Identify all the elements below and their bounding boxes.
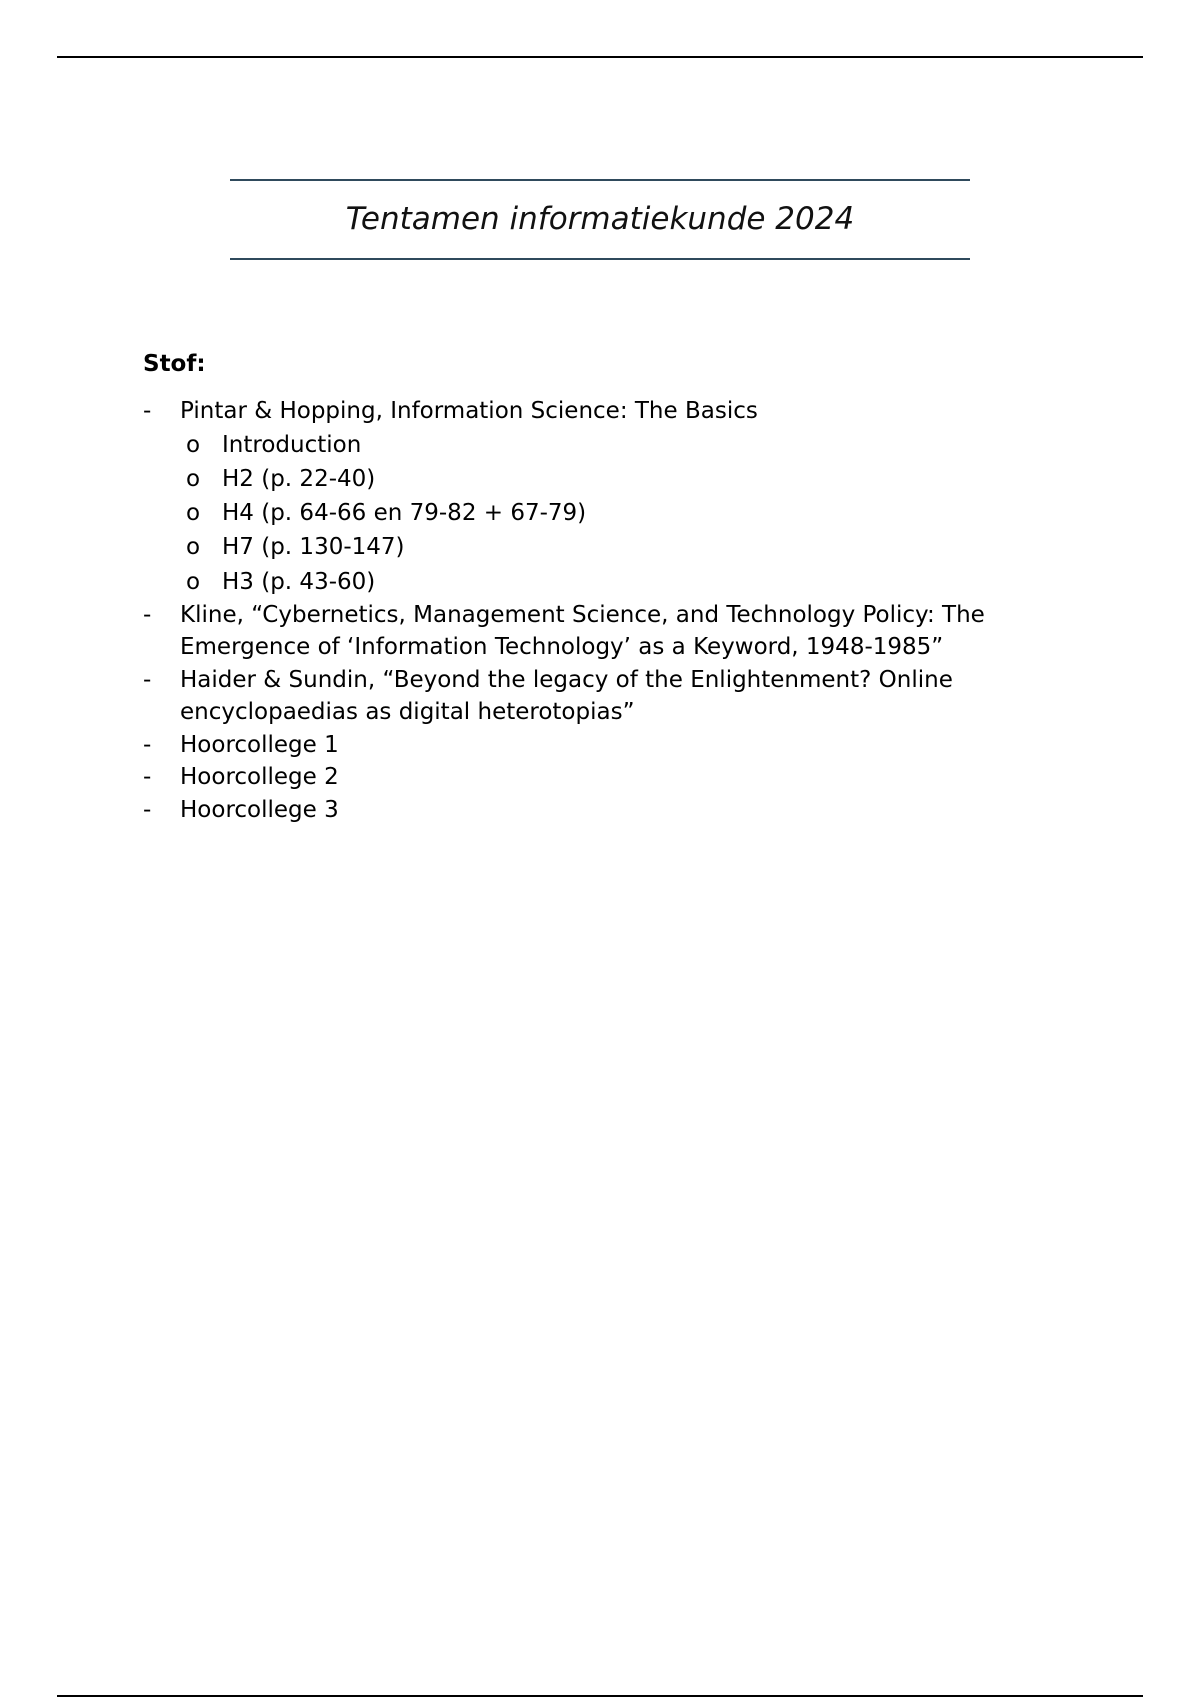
title-lower-rule: [230, 258, 970, 260]
dash-bullet: -: [143, 601, 152, 628]
circle-bullet: o: [186, 500, 201, 527]
list-item: [143, 794, 1103, 827]
dash-bullet: -: [143, 666, 152, 693]
page-bottom-rule: [57, 1695, 1143, 1697]
section-label: Stof:: [143, 351, 206, 377]
list-item-text: Hoorcollege 3: [180, 796, 339, 823]
dash-bullet: -: [143, 796, 152, 823]
list-item-text: Haider & Sundin, “Beyond the legacy of the Enlightenment? Online encyclopaedias as digital heterotopias”: [180, 666, 953, 726]
sub-list-item-text: H2 (p. 22-40): [222, 465, 376, 492]
sub-list: [143, 428, 1103, 599]
list-item: [143, 395, 1103, 428]
sub-list-item-text: Introduction: [222, 431, 362, 458]
sub-list-item: [143, 565, 1103, 599]
sub-list-item: [143, 462, 1103, 496]
dash-bullet: -: [143, 398, 152, 424]
dash-bullet: -: [143, 764, 152, 791]
reading-list: [143, 395, 1103, 826]
sub-list-item-text: H4 (p. 64-66 en 79-82 + 67-79): [222, 500, 587, 527]
list-item: [143, 599, 1103, 664]
document-title: Tentamen informatiekunde 2024: [345, 201, 855, 237]
page-top-rule: [57, 56, 1143, 58]
sub-list-item: [143, 496, 1103, 530]
list-item-text: Hoorcollege 1: [180, 731, 339, 758]
list-item-text: Pintar & Hopping, Information Science: The Basics: [180, 398, 758, 424]
circle-bullet: o: [186, 431, 201, 458]
sub-list-item: [143, 428, 1103, 462]
sub-list-item: [143, 530, 1103, 564]
list-item: [143, 761, 1103, 794]
circle-bullet: o: [186, 465, 201, 492]
circle-bullet: o: [186, 568, 201, 595]
circle-bullet: o: [186, 534, 201, 561]
list-item: [143, 729, 1103, 762]
sub-list-item-text: H3 (p. 43-60): [222, 568, 376, 595]
title-block: [230, 179, 970, 260]
list-item-text: Hoorcollege 2: [180, 764, 339, 791]
sub-list-item-text: H7 (p. 130-147): [222, 534, 405, 561]
title-upper-rule: [230, 179, 970, 181]
list-item-text: Kline, “Cybernetics, Management Science, and Technology Policy: The Emergence of ‘Information Technology’ as a Keyword, 1948-1985”: [180, 601, 985, 661]
list-item: [143, 664, 1103, 729]
dash-bullet: -: [143, 731, 152, 758]
